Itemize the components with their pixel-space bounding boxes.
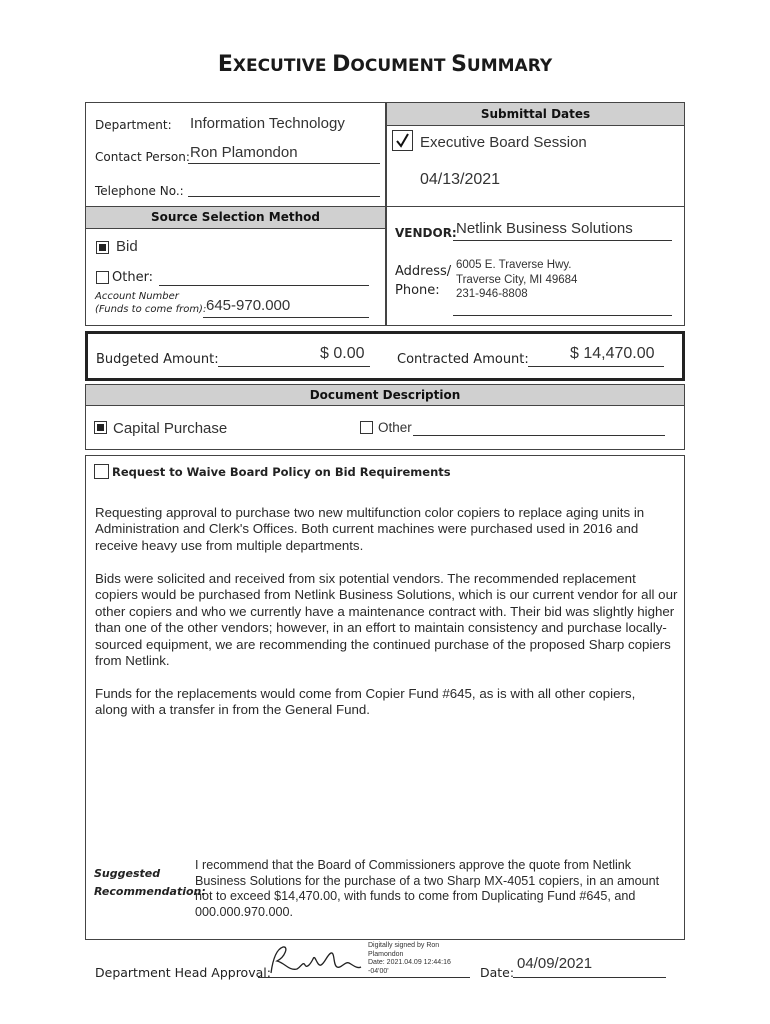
vendor-label: VENDOR: — [395, 226, 457, 240]
body-paragraph-3: Funds for the replacements would come from Copier Fund #645, as is with all other copiers, along with a transfer in from the General Fund. — [95, 686, 636, 718]
signature-icon[interactable] — [263, 943, 363, 979]
budgeted-amount-label: Budgeted Amount: — [96, 352, 219, 367]
other-source-label: Other: — [112, 270, 154, 285]
department-label: Department: — [95, 118, 172, 132]
telephone-field[interactable] — [188, 196, 380, 197]
body-paragraph-1: Requesting approval to purchase two new multifunction color copiers to replace aging units in Administration and Clerk's Offices. Both current machines were purchased used in 2016 and receive heavy use from multiple departments. — [95, 505, 645, 553]
capital-purchase-checkbox[interactable] — [94, 421, 107, 434]
submittal-date-field[interactable]: 04/13/2021 — [420, 171, 501, 188]
address-phone-label: Address/ Phone: — [395, 264, 452, 298]
vendor-address-underline — [453, 315, 672, 316]
vendor-name-field[interactable]: Netlink Business Solutions — [456, 220, 633, 237]
other-description-label: Other — [378, 420, 412, 435]
bid-checkbox[interactable] — [96, 241, 109, 254]
contracted-amount-field[interactable]: $ 14,470.00 — [570, 345, 655, 362]
budgeted-amount-field[interactable]: $ 0.00 — [320, 345, 365, 362]
account-number-field[interactable]: 645-970.000 — [206, 297, 291, 314]
other-source-checkbox[interactable] — [96, 271, 109, 284]
waive-policy-checkbox[interactable] — [94, 464, 109, 479]
contact-person-underline — [188, 163, 380, 164]
telephone-label: Telephone No.: — [95, 184, 184, 198]
source-selection-header: Source Selection Method — [85, 206, 386, 229]
contracted-amount-label: Contracted Amount: — [397, 352, 529, 367]
bid-label: Bid — [116, 238, 138, 255]
date-label: Date: — [480, 965, 515, 980]
department-head-label: Department Head Approval: — [95, 965, 271, 980]
other-description-field[interactable] — [413, 435, 665, 436]
page-title: EXECUTIVE DOCUMENT SUMMARY — [217, 52, 553, 77]
checkmark-icon — [393, 131, 412, 150]
vendor-underline — [453, 240, 672, 241]
executive-session-checkbox[interactable] — [392, 130, 413, 151]
capital-purchase-label: Capital Purchase — [113, 420, 228, 437]
waive-policy-label: Request to Waive Board Policy on Bid Requirements — [112, 465, 451, 479]
document-description-header: Document Description — [85, 384, 685, 406]
submittal-dates-header: Submittal Dates — [386, 102, 685, 126]
body-paragraph-2: Bids were solicited and received from six potential vendors. The recommended replacement copiers would be purchased from Netlink Business Solutions, which is our current vendor for all our other copiers and who we currently have a maintenance contract with. Their bid was slightly higher than one of the other vendors; however, in an effort to maintain consistency and purchase locally-sourced equipment, we are recommending the continued purchase of the proposed Sharp copiers from Netlink. — [95, 571, 678, 669]
contact-person-field[interactable]: Ron Plamondon — [190, 144, 298, 161]
department-field[interactable]: Information Technology — [190, 115, 345, 132]
other-source-field[interactable] — [159, 285, 369, 286]
contracted-amount-underline — [528, 366, 664, 367]
budgeted-amount-underline — [218, 366, 370, 367]
date-underline — [513, 977, 666, 978]
account-number-label: Account Number (Funds to come from): — [95, 291, 207, 315]
digital-signature-info: Digitally signed by Ron Plamondon Date: 2021.04.09 12:44:16 -04'00' — [368, 942, 451, 975]
signature-text: Ronald J Plamondon — [263, 943, 273, 944]
contact-person-label: Contact Person: — [95, 150, 190, 164]
executive-session-label: Executive Board Session — [420, 134, 587, 151]
vendor-address-field[interactable]: 6005 E. Traverse Hwy. Traverse City, MI 49684 231-946-8808 — [456, 259, 578, 300]
approval-date-field[interactable]: 04/09/2021 — [517, 955, 593, 972]
other-description-checkbox[interactable] — [360, 421, 373, 434]
recommendation-text: I recommend that the Board of Commissioners approve the quote from Netlink Business Solutions for the purchase of a two Sharp MX-4051 copiers, in an amount not to exceed $14,470.00, with funds to come from Duplicating Fund #645, and 000.000.970.000. — [195, 858, 660, 919]
account-number-underline — [203, 317, 369, 318]
recommendation-label: Suggested Recommendation: — [94, 867, 206, 898]
